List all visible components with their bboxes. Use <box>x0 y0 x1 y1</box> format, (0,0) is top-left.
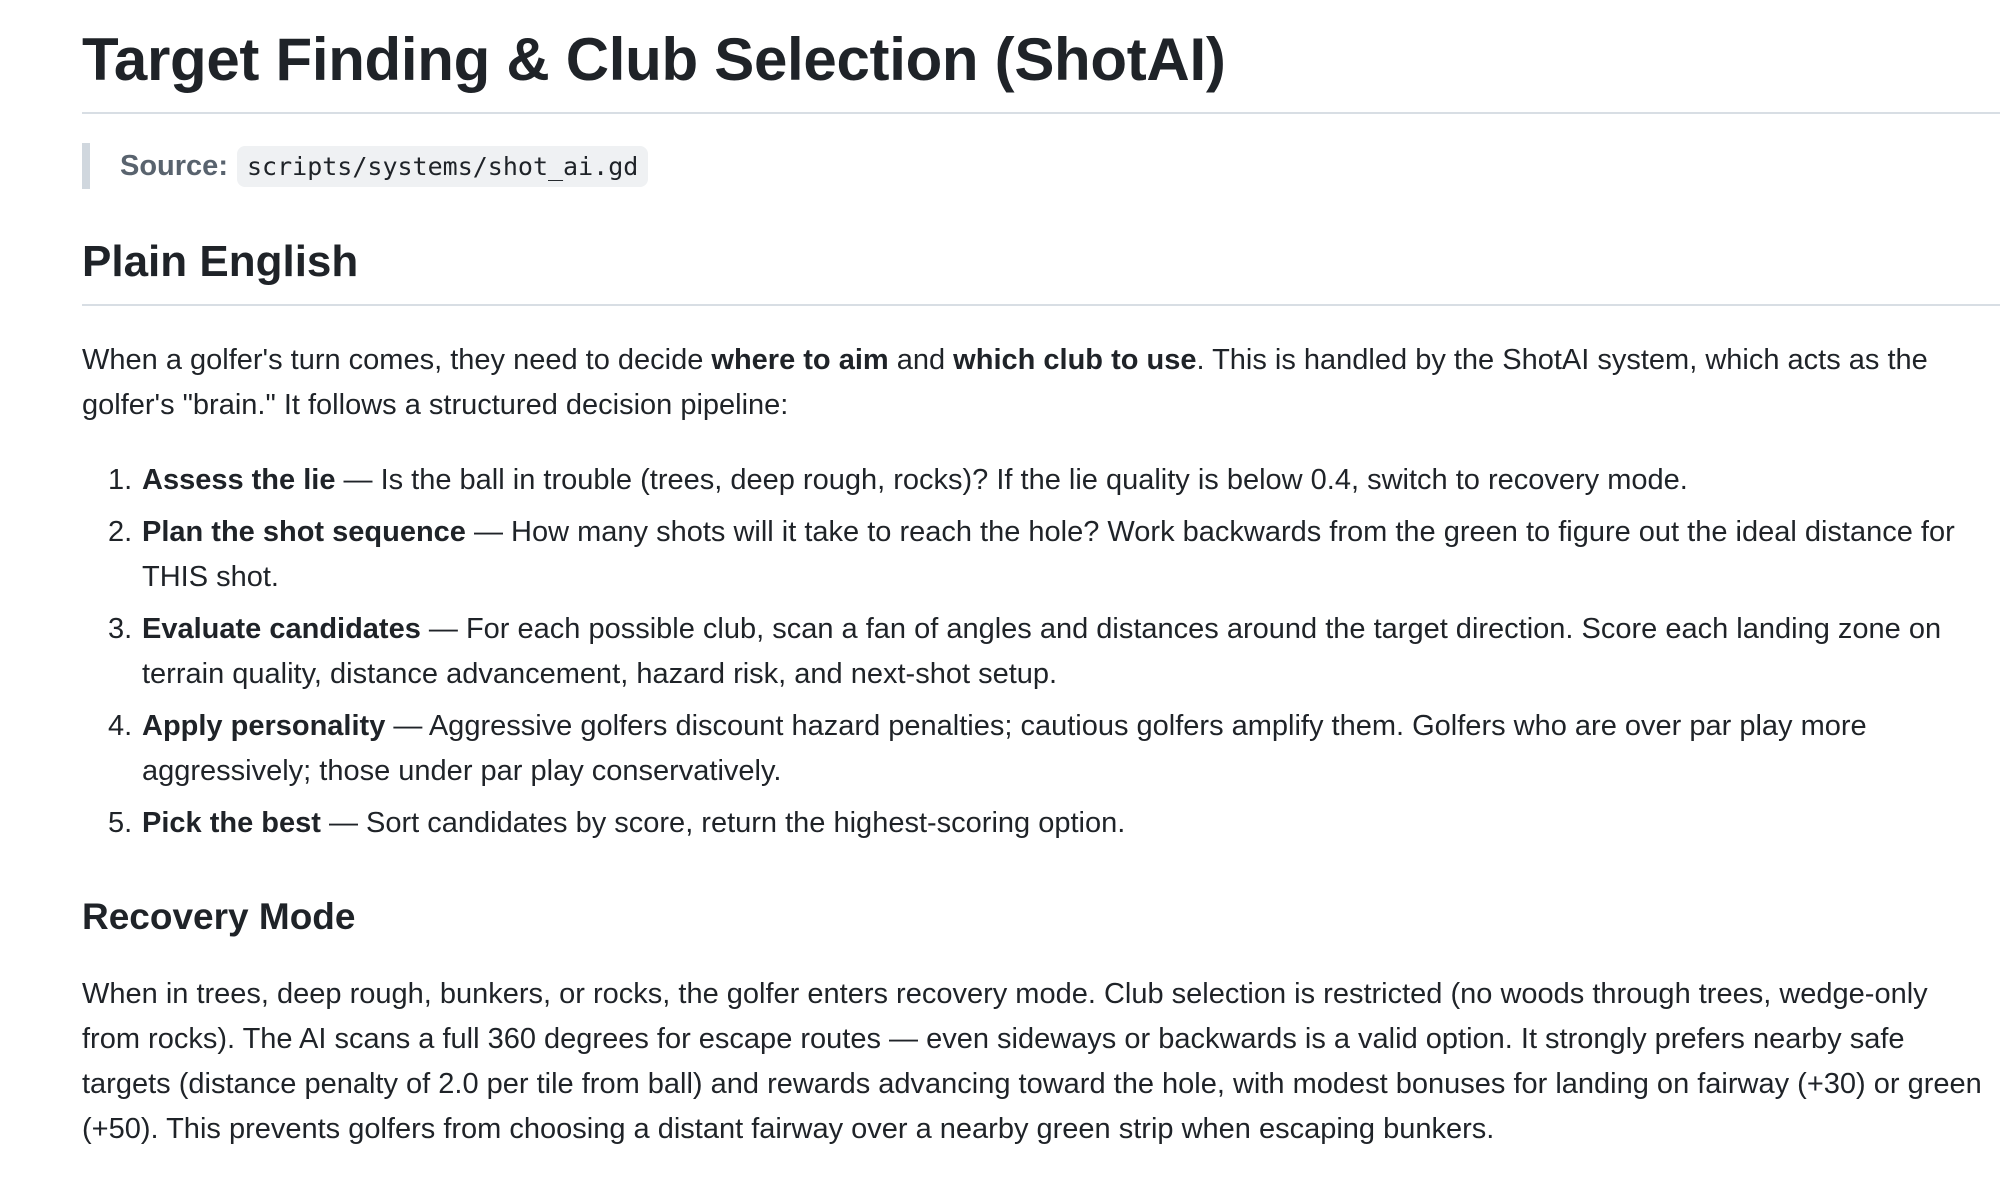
step-title: Evaluate candidates <box>142 613 421 645</box>
step-title: Plan the shot sequence <box>142 516 466 548</box>
step-title: Apply personality <box>142 710 386 742</box>
title-divider <box>82 112 2000 114</box>
step-text: — Sort candidates by score, return the highest-scoring option. <box>320 807 1126 839</box>
pipeline-steps-list <box>82 458 1990 853</box>
step-text: — Aggressive golfers discount hazard penalties; cautious golfers amplify them. Golfers who are over par play more aggressively; those under par play conservatively. <box>142 710 1867 787</box>
step-title: Pick the best <box>142 807 321 839</box>
recovery-paragraph: When in trees, deep rough, bunkers, or rocks, the golfer enters recovery mode. Club selection is restricted (no woods through trees, wedge-only from rocks). The AI scans a full 360 degrees for escape routes — even sideways or backwards is a valid option. It strongly prefers nearby safe targets (distance penalty of 2.0 per tile from ball) and rewards advancing toward the hole, with modest bonuses for landing on fairway (+30) or green (+50). This prevents golfers from choosing a distant fairway over a nearby green strip when escaping bunkers. <box>82 978 1982 1145</box>
step-text: — How many shots will it take to reach the hole? Work backwards from the green to figure out the ideal distance for THIS shot. <box>142 516 1955 593</box>
step-text: — For each possible club, scan a fan of angles and distances around the target direction. Score each landing zone on terrain quality, distance advancement, hazard risk, and next-shot setup. <box>142 613 1942 690</box>
source-blockquote <box>82 143 648 189</box>
intro-text-3: . This is handled by the ShotAI system, which acts as the golfer's "brain." It follows a structured decision pipeline: <box>82 344 1928 421</box>
section-heading-recovery-mode: Recovery Mode <box>82 896 356 937</box>
section-divider <box>82 304 2000 306</box>
step-title: Assess the lie <box>142 464 336 496</box>
step-number: 2. <box>108 516 133 548</box>
intro-emphasis-club: which club to use <box>953 344 1197 376</box>
step-number: 3. <box>108 613 133 645</box>
section-heading-plain-english: Plain English <box>82 237 359 286</box>
step-text: — Is the ball in trouble (trees, deep rough, rocks)? If the lie quality is below 0.4, switch to recovery mode. <box>335 464 1688 496</box>
step-number: 5. <box>108 807 133 839</box>
list-item <box>82 510 1990 600</box>
source-label: Source: <box>120 149 228 182</box>
intro-paragraph <box>82 338 1990 428</box>
page-title: Target Finding & Club Selection (ShotAI) <box>82 26 1226 93</box>
step-number: 4. <box>108 710 133 742</box>
list-item <box>82 458 1990 503</box>
intro-emphasis-aim: where to aim <box>711 344 889 376</box>
list-item <box>82 704 1990 794</box>
list-item <box>82 607 1990 697</box>
intro-text-2: and <box>888 344 954 376</box>
step-number: 1. <box>108 464 133 496</box>
source-path-code: scripts/systems/shot_ai.gd <box>237 146 648 187</box>
list-item <box>82 801 1990 846</box>
intro-text-1: When a golfer's turn comes, they need to decide <box>82 344 712 376</box>
